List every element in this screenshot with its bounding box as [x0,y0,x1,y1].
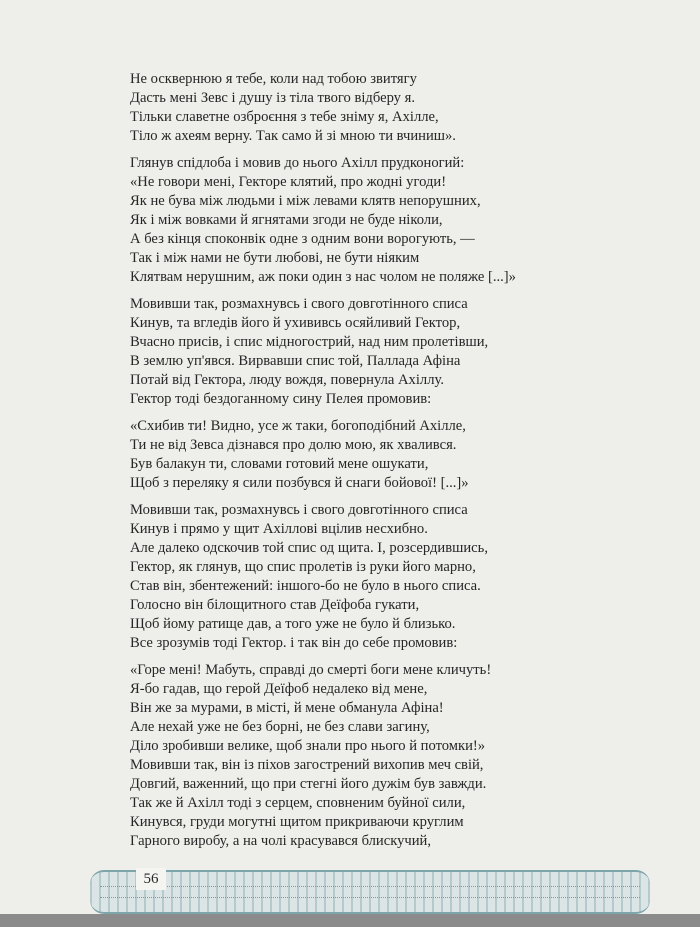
poem-line: Мовивши так, розмахнувсь і свого довготінного списа [130,296,468,312]
poem-line: Як і між вовками й ягнятами згоди не буде ніколи, [130,212,443,228]
poem-line: Все зрозумів тоді Гектор. і так він до себе промовив: [130,635,458,651]
poem-line: Але далеко одскочив той спис од щита. І, розсердившись, [130,540,488,556]
poem-line: Щоб з переляку я сили позбувся й снаги бойової! [...]» [130,475,469,491]
poem-line: Як не бува між людьми і між левами клятв непорушних, [130,193,481,209]
poem-line: Клятвам нерушним, аж поки один з нас чолом не поляже [...]» [130,269,516,285]
stanza-3 [130,295,600,409]
page-number: 56 [136,868,166,890]
poem-line: Потай від Гектора, люду вождя, повернула Ахіллу. [130,372,444,388]
poem-text [130,70,600,859]
stanza-6 [130,661,600,851]
poem-line: Мовивши так, він із піхов загострений вихопив меч свій, [130,757,484,773]
poem-line: Мовивши так, розмахнувсь і свого довготінного списа [130,502,468,518]
poem-line: Діло зробивши велике, щоб знали про нього й потомки!» [130,738,486,754]
stanza-5 [130,501,600,653]
poem-line: Довгий, важенний, що при стегні його дужім був завжди. [130,776,487,792]
poem-line: «Схибив ти! Видно, усе ж таки, богоподібний Ахілле, [130,418,466,434]
poem-line: А без кінця споконвік одне з одним вони ворогують, — [130,231,475,247]
stanza-4 [130,417,600,493]
page-footer [0,860,700,927]
poem-line: Гектор тоді бездоганному сину Пелея промовив: [130,391,432,407]
poem-line: Глянув спідлоба і мовив до нього Ахілл прудконогий: [130,155,465,171]
ornament-border [90,870,650,914]
poem-line: Кинув, та вгледів його й ухививсь осяйливий Гектор, [130,315,461,331]
poem-line: Кинув і прямо у щит Ахіллові вцілив несхибно. [130,521,428,537]
poem-line: Тільки славетне озброєння з тебе зніму я, Ахілле, [130,109,439,125]
poem-line: Гарного виробу, а на чолі красувався блискучий, [130,833,431,849]
poem-line: Вчасно присів, і спис мідногострий, над ним пролетівши, [130,334,489,350]
poem-line: Він же за мурами, в місті, й мене обманула Афіна! [130,700,444,716]
ornament-pattern [100,886,640,898]
poem-line: Тіло ж ахеям верну. Так само й зі мною ти вчиниш». [130,128,456,144]
poem-line: Я-бо гадав, що герой Деїфоб недалеко від мене, [130,681,428,697]
stanza-1 [130,70,600,146]
poem-line: Став він, збентежений: іншого-бо не було в нього списа. [130,578,481,594]
poem-line: Так і між нами не бути любові, не бути ніяким [130,250,420,266]
poem-line: Не осквернюю я тебе, коли над тобою звитягу [130,71,417,87]
poem-line: Був балакун ти, словами готовий мене ошукати, [130,456,429,472]
poem-line: Ти не від Зевса дізнався про долю мою, як хвалився. [130,437,457,453]
poem-line: Дасть мені Зевс і душу із тіла твого відберу я. [130,90,415,106]
poem-line: «Горе мені! Мабуть, справді до смерті боги мене кличуть! [130,662,492,678]
poem-line: Голосно він білощитного став Деїфоба гукати, [130,597,420,613]
poem-line: В землю уп'явся. Вирвавши спис той, Паллада Афіна [130,353,461,369]
poem-line: Так же й Ахілл тоді з серцем, сповненим буйної сили, [130,795,466,811]
poem-line: Щоб йому ратище дав, а того уже не було й близько. [130,616,456,632]
poem-line: Гектор, як глянув, що спис пролетів із руки його марно, [130,559,476,575]
poem-line: Кинувся, груди могутні щитом прикриваючи круглим [130,814,464,830]
stanza-2 [130,154,600,287]
poem-line: Але нехай уже не без борні, не без слави загину, [130,719,430,735]
poem-line: «Не говори мені, Гекторе клятий, про жодні угоди! [130,174,447,190]
scan-edge-band [0,914,700,927]
